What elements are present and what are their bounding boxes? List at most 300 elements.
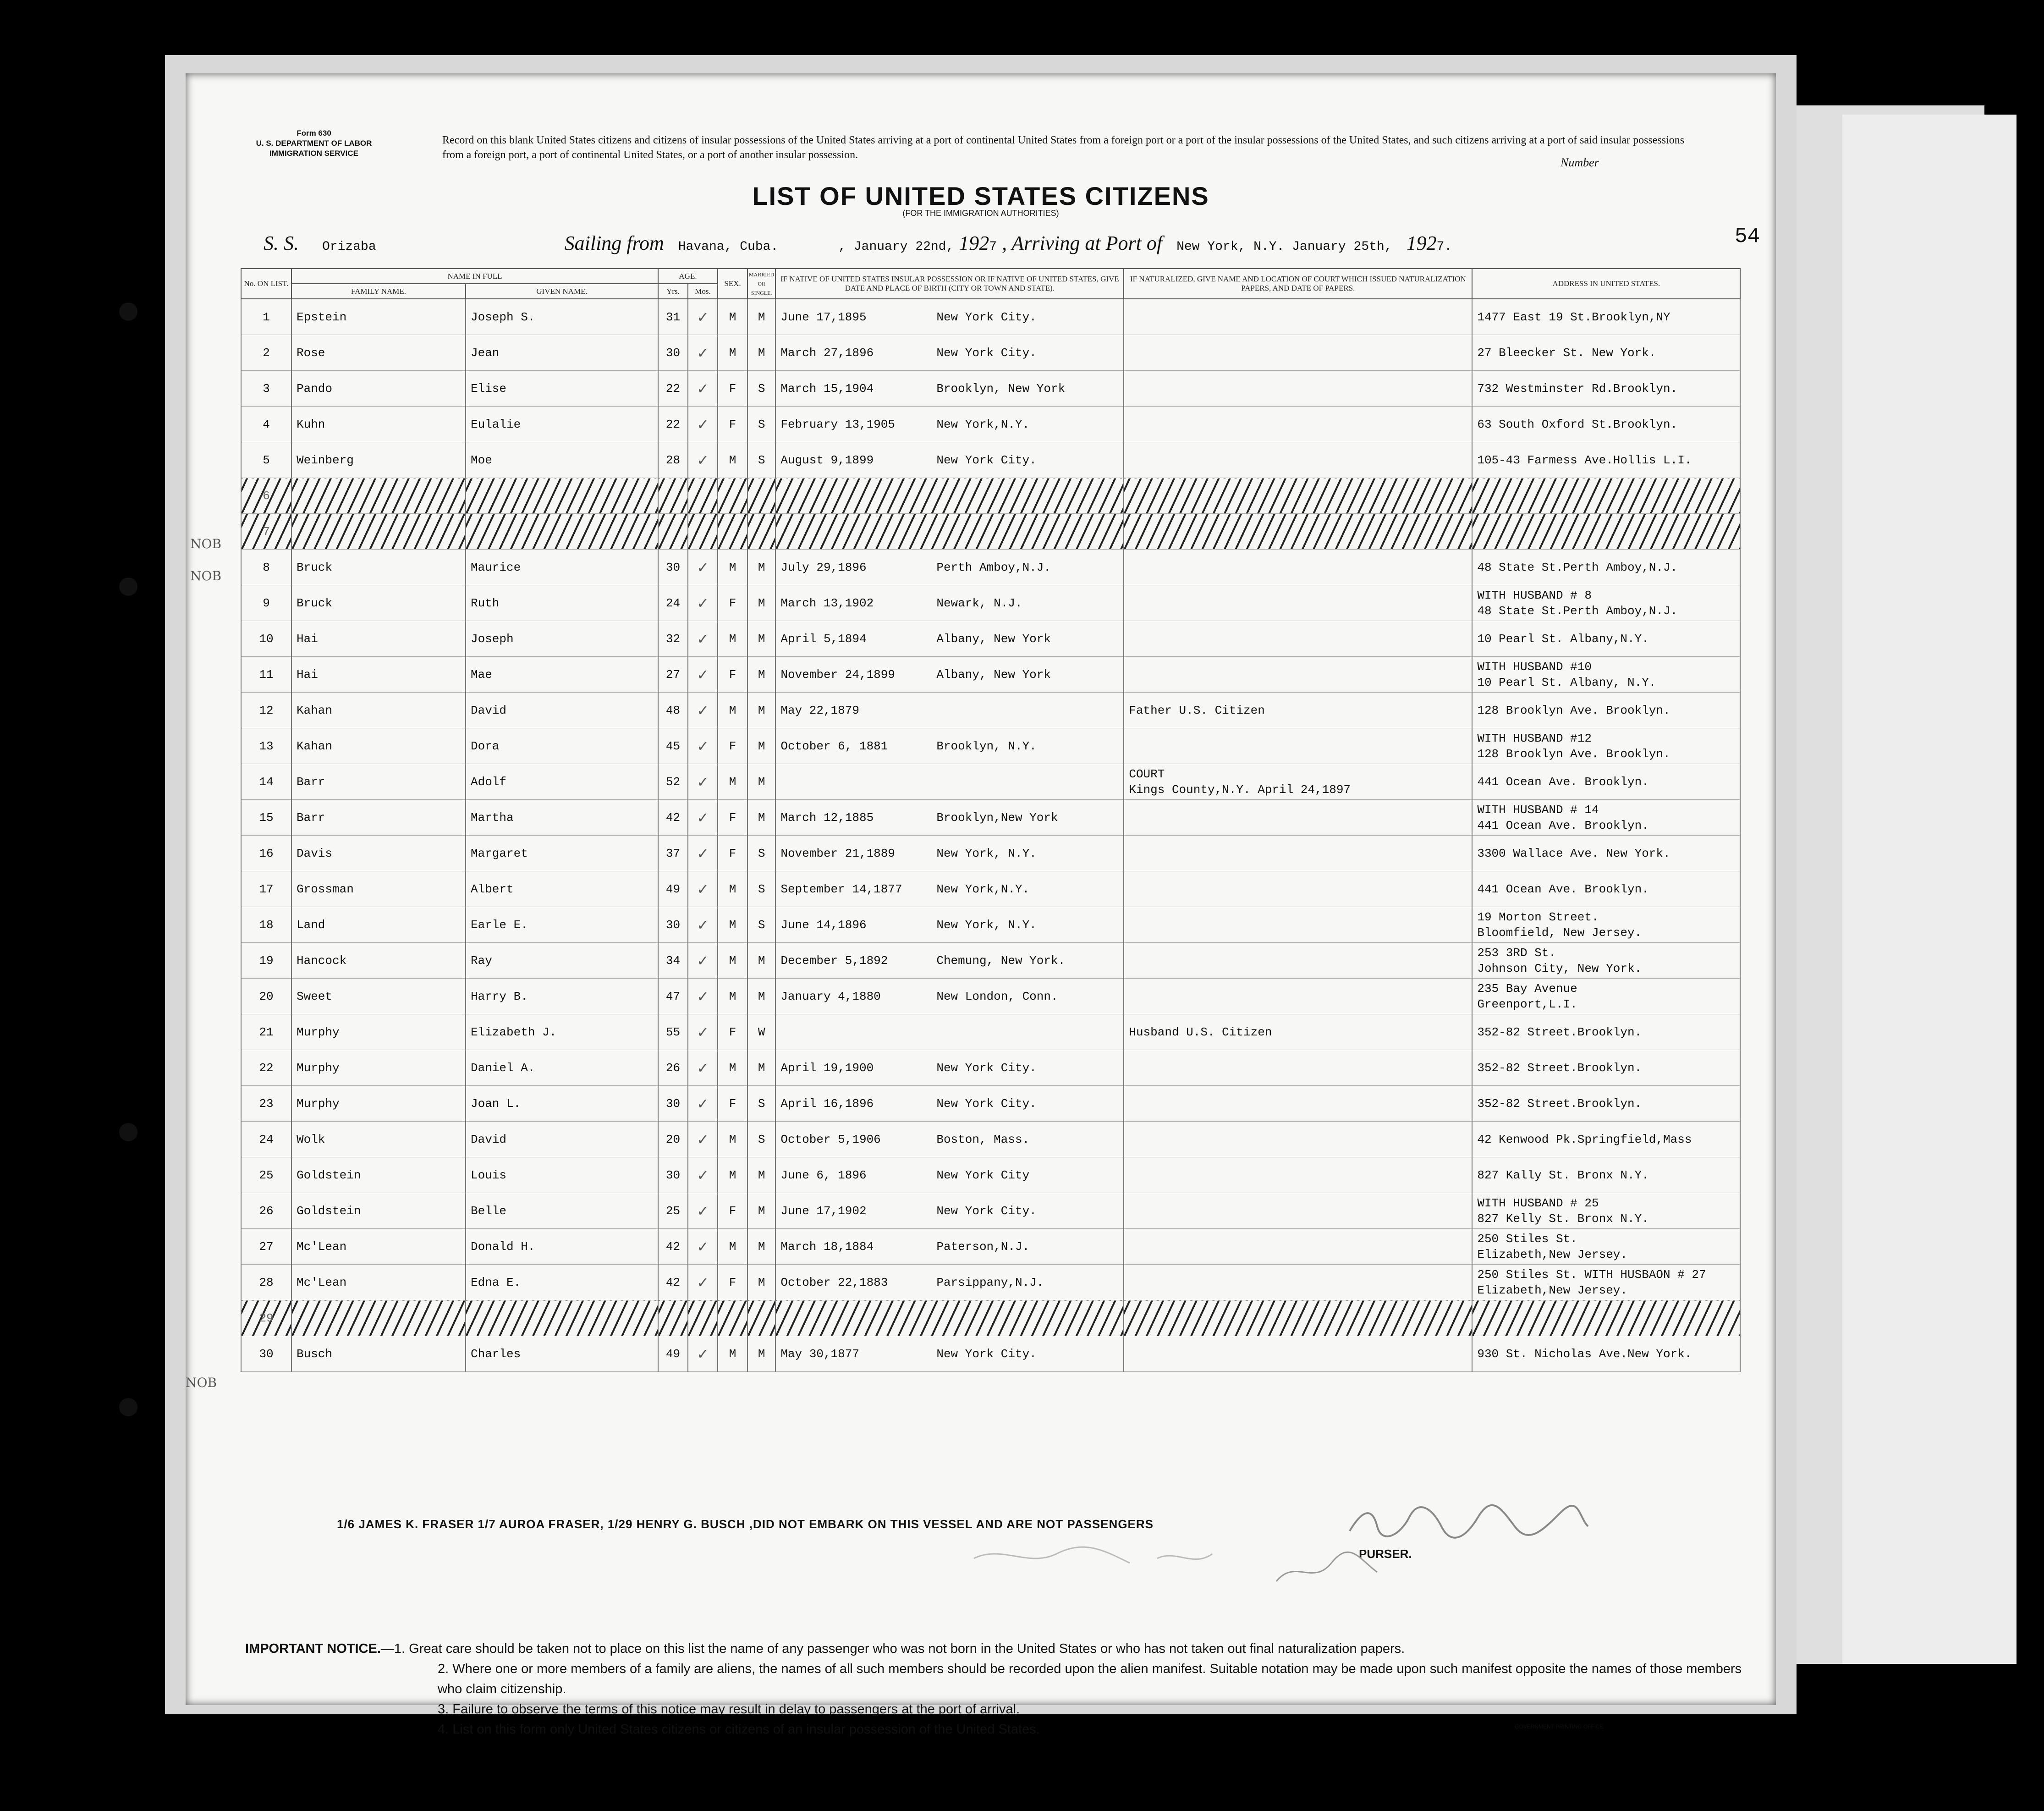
col-native: IF NATIVE OF UNITED STATES INSULAR POSSESSION OR IF NATIVE OF UNITED STATES, GIVE DATE AND PLACE OF BIRTH (CITY OR TOWN AND STATE). — [775, 269, 1124, 299]
naturalization — [1124, 1157, 1472, 1193]
row-number: 21 — [241, 1014, 291, 1050]
binder-hole — [119, 1398, 137, 1416]
age-years: 55 — [658, 1014, 688, 1050]
birth-date: March 18,1884 — [780, 1239, 874, 1254]
address-line: 10 Pearl St. Albany,N.Y. — [1477, 632, 1649, 646]
birth-date-place — [775, 407, 1124, 442]
age-months — [688, 585, 718, 621]
row-number: 12 — [241, 693, 291, 728]
page-title: LIST OF UNITED STATES CITIZENS — [752, 182, 1209, 210]
family-name: Hancock — [291, 943, 466, 979]
address-line: 352-82 Street.Brooklyn. — [1477, 1025, 1642, 1039]
naturalization — [1124, 979, 1472, 1014]
family-name — [291, 514, 466, 550]
passenger-table — [241, 268, 1741, 1372]
naturalization — [1124, 371, 1472, 407]
birth-place: Parsippany,N.J. — [936, 1275, 1044, 1289]
sex: M — [718, 1122, 747, 1157]
check-mark-icon: ✓ — [697, 344, 709, 362]
table-row — [241, 1229, 1740, 1265]
given-name — [466, 478, 658, 514]
check-mark-icon: ✓ — [697, 916, 709, 934]
birth-date: April 5,1894 — [780, 632, 867, 646]
row-number: 24 — [241, 1122, 291, 1157]
table-row — [241, 728, 1740, 764]
birth-date-place — [775, 371, 1124, 407]
check-mark-icon: ✓ — [697, 987, 709, 1005]
family-name: Kahan — [291, 693, 466, 728]
age-months — [688, 764, 718, 800]
sailing-year: 192 — [959, 232, 989, 254]
birth-date-place — [775, 728, 1124, 764]
address — [1472, 621, 1740, 657]
age-months — [688, 1265, 718, 1300]
birth-date-place — [775, 442, 1124, 478]
birth-date: November 24,1899 — [780, 667, 895, 682]
sex: M — [718, 871, 747, 907]
naturalization — [1124, 1086, 1472, 1122]
family-name: Epstein — [291, 299, 466, 335]
address-line: 1477 East 19 St.Brooklyn,NY — [1477, 310, 1670, 324]
table-row — [241, 800, 1740, 836]
handwritten-scrawl — [965, 1531, 1423, 1604]
row-number: 17 — [241, 871, 291, 907]
birth-date-place — [775, 836, 1124, 871]
birth-date: December 5,1892 — [780, 953, 888, 968]
birth-date-place — [775, 478, 1124, 514]
naturalization-line: Husband U.S. Citizen — [1129, 1025, 1272, 1039]
notice-lead: IMPORTANT NOTICE. — [245, 1641, 381, 1656]
family-name: Kahan — [291, 728, 466, 764]
table-row — [241, 335, 1740, 371]
family-name — [291, 478, 466, 514]
given-name: Mae — [466, 657, 658, 693]
birth-date-place — [775, 514, 1124, 550]
naturalization — [1124, 407, 1472, 442]
address-line: 827 Kelly St. Bronx N.Y. — [1477, 1211, 1649, 1226]
sex: F — [718, 1086, 747, 1122]
table-row — [241, 550, 1740, 585]
address-line: 930 St. Nicholas Ave.New York. — [1477, 1347, 1692, 1361]
birth-date: May 30,1877 — [780, 1347, 859, 1361]
naturalization-line: Father U.S. Citizen — [1129, 703, 1265, 717]
age-years: 31 — [658, 299, 688, 335]
naturalization — [1124, 442, 1472, 478]
ss-label: S. S. — [264, 232, 299, 254]
birth-place: Brooklyn, New York — [936, 381, 1066, 396]
col-age: AGE. — [658, 269, 718, 284]
age-months — [688, 1300, 718, 1336]
marital-status: M — [747, 585, 775, 621]
age-months — [688, 836, 718, 871]
family-name: Bruck — [291, 585, 466, 621]
address-line: 352-82 Street.Brooklyn. — [1477, 1061, 1642, 1075]
binder-hole — [119, 578, 137, 596]
col-naturalized: IF NATURALIZED, GIVE NAME AND LOCATION OF COURT WHICH ISSUED NATURALIZATION PAPERS, AND DATE OF PAPERS. — [1124, 269, 1472, 299]
age-years: 30 — [658, 550, 688, 585]
sex: F — [718, 657, 747, 693]
row-number: 9 — [241, 585, 291, 621]
birth-date: January 4,1880 — [780, 989, 881, 1003]
given-name: David — [466, 693, 658, 728]
margin-note-nob: NOB — [190, 568, 222, 583]
family-name: Bruck — [291, 550, 466, 585]
address-line: 250 Stiles St. — [1477, 1232, 1577, 1246]
age-months — [688, 1122, 718, 1157]
row-number: 26 — [241, 1193, 291, 1229]
birth-place: Chemung, New York. — [936, 953, 1066, 968]
check-mark-icon: ✓ — [697, 737, 709, 755]
address — [1472, 871, 1740, 907]
age-years: 28 — [658, 442, 688, 478]
table-row — [241, 1157, 1740, 1193]
sex: M — [718, 1157, 747, 1193]
number-label: Number — [1560, 156, 1599, 169]
address — [1472, 1193, 1740, 1229]
birth-date: June 14,1896 — [780, 918, 867, 932]
naturalization — [1124, 943, 1472, 979]
address-line: WITH HUSBAND # 8 — [1477, 588, 1592, 602]
age-years: 45 — [658, 728, 688, 764]
arrival-year: 192 — [1406, 232, 1437, 254]
row-number: 19 — [241, 943, 291, 979]
birth-date-place — [775, 299, 1124, 335]
birth-place: Perth Amboy,N.J. — [936, 560, 1051, 574]
birth-date-place — [775, 871, 1124, 907]
naturalization — [1124, 693, 1472, 728]
address-line: 48 State St.Perth Amboy,N.J. — [1477, 560, 1678, 574]
given-name: Dora — [466, 728, 658, 764]
address-line: 19 Morton Street. — [1477, 910, 1599, 924]
row-number: 6 — [241, 478, 291, 514]
sex: M — [718, 550, 747, 585]
given-name: Belle — [466, 1193, 658, 1229]
sex: F — [718, 1265, 747, 1300]
col-no: No. ON LIST. — [241, 269, 291, 299]
form-number: Form 630 — [297, 129, 331, 138]
row-number: 10 — [241, 621, 291, 657]
check-mark-icon: ✓ — [697, 380, 709, 397]
age-months — [688, 514, 718, 550]
age-months — [688, 1050, 718, 1086]
given-name: Charles — [466, 1336, 658, 1372]
naturalization — [1124, 1300, 1472, 1336]
sex: F — [718, 728, 747, 764]
address — [1472, 728, 1740, 764]
marital-status: M — [747, 728, 775, 764]
sex: F — [718, 800, 747, 836]
age-months — [688, 442, 718, 478]
family-name: Davis — [291, 836, 466, 871]
col-family-name: FAMILY NAME. — [291, 284, 466, 299]
check-mark-icon: ✓ — [697, 1095, 709, 1112]
address — [1472, 943, 1740, 979]
birth-place: Boston, Mass. — [936, 1132, 1030, 1146]
col-mos: Mos. — [688, 284, 718, 299]
marital-status: S — [747, 1086, 775, 1122]
row-number: 27 — [241, 1229, 291, 1265]
birth-place: New York City. — [936, 1204, 1037, 1218]
birth-date-place — [775, 943, 1124, 979]
notice-item-2: 2. Where one or more members of a family are aliens, the names of all such members should be recorded upon the alien manifest. Suitable notation may be made upon such manifest opposite the names of those members who claim citizenship. — [438, 1662, 1742, 1696]
address — [1472, 764, 1740, 800]
birth-place: Albany, New York — [936, 632, 1051, 646]
address — [1472, 800, 1740, 836]
table-row — [241, 871, 1740, 907]
sailing-year-digit: 7 — [989, 240, 997, 254]
sex: F — [718, 371, 747, 407]
birth-date: November 21,1889 — [780, 846, 895, 860]
family-name: Kuhn — [291, 407, 466, 442]
birth-date-place — [775, 1336, 1124, 1372]
marital-status: M — [747, 1193, 775, 1229]
check-mark-icon: ✓ — [697, 1273, 709, 1291]
family-name: Barr — [291, 800, 466, 836]
age-months — [688, 693, 718, 728]
given-name: Martha — [466, 800, 658, 836]
naturalization — [1124, 657, 1472, 693]
sex: M — [718, 907, 747, 943]
age-months — [688, 621, 718, 657]
given-name — [466, 1300, 658, 1336]
birth-date: February 13,1905 — [780, 417, 895, 431]
address-line: Johnson City, New York. — [1477, 961, 1642, 975]
manifest-page — [186, 73, 1776, 1737]
marital-status: M — [747, 550, 775, 585]
sex: M — [718, 335, 747, 371]
sex — [718, 1300, 747, 1336]
birth-date-place — [775, 585, 1124, 621]
age-years: 48 — [658, 693, 688, 728]
col-yrs: Yrs. — [658, 284, 688, 299]
marital-status: M — [747, 657, 775, 693]
marital-status: M — [747, 1229, 775, 1265]
age-months — [688, 1157, 718, 1193]
address-line: Elizabeth,New Jersey. — [1477, 1247, 1627, 1261]
address — [1472, 478, 1740, 514]
notice-item-1: IMPORTANT NOTICE.—1. Great care should be taken not to place on this list the name of any passenger who was not born in the United States or who has not taken out final naturalization papers. — [245, 1641, 1405, 1656]
age-months — [688, 979, 718, 1014]
sailing-date: , January 22nd, — [838, 240, 954, 254]
address-line: 352-82 Street.Brooklyn. — [1477, 1096, 1642, 1111]
check-mark-icon: ✓ — [697, 1130, 709, 1148]
given-name: Adolf — [466, 764, 658, 800]
check-mark-icon: ✓ — [697, 1166, 709, 1184]
check-mark-icon: ✓ — [697, 952, 709, 969]
naturalization — [1124, 800, 1472, 836]
given-name: Joseph — [466, 621, 658, 657]
row-number: 22 — [241, 1050, 291, 1086]
age-months — [688, 1229, 718, 1265]
birth-place: New York City. — [936, 346, 1037, 360]
given-name: Margaret — [466, 836, 658, 871]
age-years: 49 — [658, 1336, 688, 1372]
check-mark-icon: ✓ — [697, 451, 709, 469]
family-name: Mc'Lean — [291, 1265, 466, 1300]
age-months — [688, 550, 718, 585]
given-name: Elise — [466, 371, 658, 407]
address — [1472, 514, 1740, 550]
birth-date-place — [775, 907, 1124, 943]
address — [1472, 979, 1740, 1014]
sex: F — [718, 585, 747, 621]
address — [1472, 1229, 1740, 1265]
marital-status: M — [747, 1265, 775, 1300]
family-name: Goldstein — [291, 1157, 466, 1193]
row-number: 30 — [241, 1336, 291, 1372]
row-number: 5 — [241, 442, 291, 478]
row-number: 23 — [241, 1086, 291, 1122]
row-number: 11 — [241, 657, 291, 693]
address-line: Bloomfield, New Jersey. — [1477, 925, 1642, 940]
age-years: 42 — [658, 1229, 688, 1265]
marital-status: M — [747, 621, 775, 657]
row-number: 3 — [241, 371, 291, 407]
birth-date-place — [775, 550, 1124, 585]
department: U. S. DEPARTMENT OF LABOR — [256, 139, 372, 148]
sex: M — [718, 442, 747, 478]
family-name: Wolk — [291, 1122, 466, 1157]
birth-date: June 17,1895 — [780, 310, 867, 324]
birth-date: October 6, 1881 — [780, 739, 888, 753]
family-name: Grossman — [291, 871, 466, 907]
address — [1472, 1157, 1740, 1193]
birth-date-place — [775, 1229, 1124, 1265]
check-mark-icon: ✓ — [697, 308, 709, 326]
marital-status: W — [747, 1014, 775, 1050]
age-months — [688, 478, 718, 514]
row-number: 20 — [241, 979, 291, 1014]
marital-status: S — [747, 371, 775, 407]
marital-status: S — [747, 907, 775, 943]
age-years: 22 — [658, 407, 688, 442]
age-years: 32 — [658, 621, 688, 657]
naturalization — [1124, 621, 1472, 657]
marital-status: M — [747, 299, 775, 335]
birth-date-place — [775, 1157, 1124, 1193]
address-line: 253 3RD St. — [1477, 946, 1556, 960]
birth-date-place — [775, 693, 1124, 728]
age-months — [688, 407, 718, 442]
address — [1472, 1265, 1740, 1300]
table-row — [241, 943, 1740, 979]
family-name: Barr — [291, 764, 466, 800]
naturalization — [1124, 1229, 1472, 1265]
given-name: David — [466, 1122, 658, 1157]
family-name: Pando — [291, 371, 466, 407]
check-mark-icon: ✓ — [697, 1345, 709, 1363]
birth-place: New York, N.Y. — [936, 918, 1037, 932]
check-mark-icon: ✓ — [697, 1023, 709, 1041]
table-row — [241, 442, 1740, 478]
marital-status: M — [747, 800, 775, 836]
address-line: 63 South Oxford St.Brooklyn. — [1477, 417, 1678, 431]
sex: M — [718, 693, 747, 728]
given-name — [466, 514, 658, 550]
naturalization — [1124, 335, 1472, 371]
row-number: 14 — [241, 764, 291, 800]
address-line: WITH HUSBAND # 14 — [1477, 803, 1599, 817]
address-line: 250 Stiles St. WITH HUSBAON # 27 — [1477, 1267, 1706, 1282]
table-row — [241, 1014, 1740, 1050]
col-address: ADDRESS IN UNITED STATES. — [1472, 269, 1740, 299]
marital-status: M — [747, 764, 775, 800]
age-years: 37 — [658, 836, 688, 871]
sex: F — [718, 1014, 747, 1050]
age-years: 52 — [658, 764, 688, 800]
col-name-in-full: NAME IN FULL — [291, 269, 658, 284]
birth-date-place — [775, 764, 1124, 800]
address-line: 128 Brooklyn Ave. Brooklyn. — [1477, 747, 1670, 761]
family-name — [291, 1300, 466, 1336]
age-years: 30 — [658, 1157, 688, 1193]
age-years — [658, 1300, 688, 1336]
birth-place: Albany, New York — [936, 667, 1051, 682]
check-mark-icon: ✓ — [697, 666, 709, 683]
birth-place: Paterson,N.J. — [936, 1239, 1030, 1254]
naturalization — [1124, 1336, 1472, 1372]
age-years — [658, 478, 688, 514]
birth-date: August 9,1899 — [780, 453, 874, 467]
family-name: Mc'Lean — [291, 1229, 466, 1265]
naturalization — [1124, 514, 1472, 550]
given-name: Louis — [466, 1157, 658, 1193]
age-months — [688, 1336, 718, 1372]
age-years: 30 — [658, 1086, 688, 1122]
form-id-block — [254, 128, 374, 159]
marital-status: M — [747, 979, 775, 1014]
age-years — [658, 514, 688, 550]
table-row — [241, 407, 1740, 442]
table-row — [241, 693, 1740, 728]
given-name: Elizabeth J. — [466, 1014, 658, 1050]
address-line: 3300 Wallace Ave. New York. — [1477, 846, 1670, 860]
age-years: 30 — [658, 907, 688, 943]
sex: M — [718, 621, 747, 657]
birth-date: June 17,1902 — [780, 1204, 867, 1218]
given-name: Earle E. — [466, 907, 658, 943]
address — [1472, 1122, 1740, 1157]
naturalization — [1124, 728, 1472, 764]
birth-place: New York,N.Y. — [936, 882, 1030, 896]
sailing-label: Sailing from — [564, 232, 664, 254]
address — [1472, 442, 1740, 478]
address-line: Elizabeth,New Jersey. — [1477, 1283, 1627, 1297]
address-line: 10 Pearl St. Albany, N.Y. — [1477, 675, 1656, 689]
notice-item-3: 3. Failure to observe the terms of this notice may result in delay to passengers at the port of arrival. — [438, 1702, 1020, 1717]
binder-hole — [119, 1123, 137, 1141]
margin-note-nob: NOB — [190, 536, 222, 551]
given-name: Eulalie — [466, 407, 658, 442]
check-mark-icon: ✓ — [697, 701, 709, 719]
check-mark-icon: ✓ — [697, 773, 709, 791]
table-row — [241, 979, 1740, 1014]
sex: M — [718, 764, 747, 800]
table-row — [241, 1336, 1740, 1372]
sex: F — [718, 407, 747, 442]
birth-place: New York City — [936, 1168, 1030, 1182]
birth-date-place — [775, 621, 1124, 657]
arrival-year-digit: 7. — [1436, 240, 1452, 254]
age-months — [688, 943, 718, 979]
birth-place: Brooklyn, N.Y. — [936, 739, 1037, 753]
given-name: Ruth — [466, 585, 658, 621]
family-name: Sweet — [291, 979, 466, 1014]
birth-date-place — [775, 1086, 1124, 1122]
check-mark-icon: ✓ — [697, 844, 709, 862]
check-mark-icon: ✓ — [697, 1238, 709, 1255]
address — [1472, 693, 1740, 728]
